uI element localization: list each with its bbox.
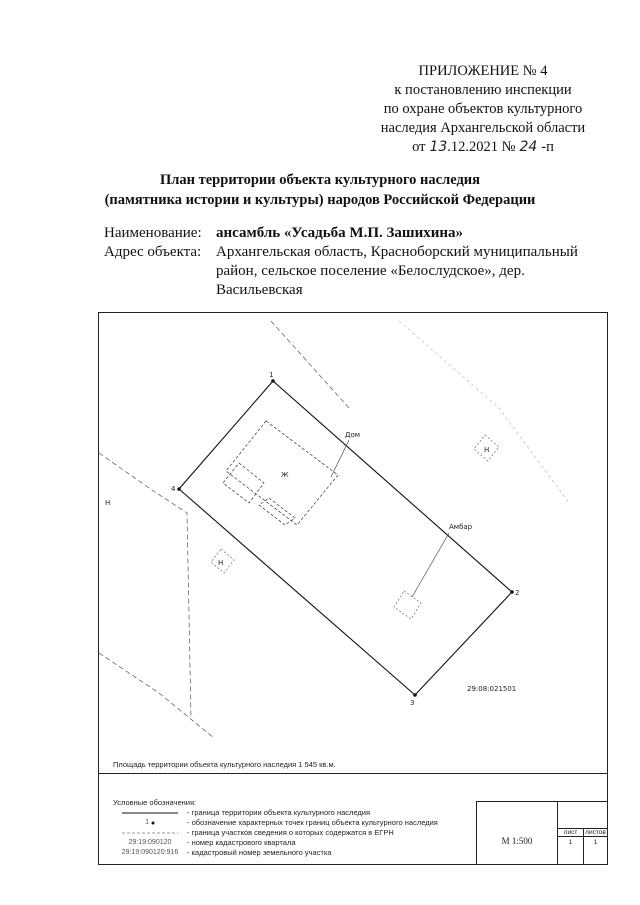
appendix-line-2: к постановлению инспекции bbox=[394, 82, 572, 98]
appendix-line-3: по охране объектов культурного bbox=[383, 101, 583, 117]
neighbor-parcel-boundary-lower bbox=[99, 653, 214, 738]
legend-item-egrn bbox=[113, 828, 493, 837]
point-label-3: 3 bbox=[410, 699, 415, 707]
map-scale: М 1:500 bbox=[501, 836, 533, 846]
legend-item-points bbox=[113, 818, 493, 827]
appendix-number: ПРИЛОЖЕНИЕ № 4 bbox=[418, 63, 548, 79]
residential-label: Ж bbox=[281, 471, 289, 479]
neighbor-parcel-boundary-top bbox=[271, 321, 349, 408]
nonresidential-label-left: Н bbox=[218, 559, 224, 567]
legend-block bbox=[98, 760, 608, 865]
name-value: ансамбль «Усадьба М.П. Зашихина» bbox=[216, 225, 464, 241]
name-label: Наименование: bbox=[104, 225, 202, 241]
legend-text-boundary: - граница территории объекта культурного наследия bbox=[187, 808, 371, 817]
cadastral-block-number: 29:08:021501 bbox=[467, 685, 517, 693]
territory-boundary bbox=[179, 381, 512, 695]
neighbor-parcel-boundary-right bbox=[399, 321, 569, 503]
site-plan-svg bbox=[99, 313, 607, 773]
name-row bbox=[104, 224, 586, 243]
address-value: Архангельская область, Красноборский муниципальный район, сельское поселение «Белослудское», дер. Васильевская bbox=[216, 244, 578, 298]
boundary-point-4 bbox=[177, 487, 181, 491]
territory-area: Площадь территории объекта культурного наследия 1 545 кв.м. bbox=[113, 760, 336, 769]
legend-text-egrn: - граница участков сведения о которых содержатся в ЕГРН bbox=[187, 828, 394, 837]
address-row bbox=[104, 243, 586, 300]
barn-leader-line bbox=[412, 533, 449, 597]
legend-item-parcel bbox=[113, 848, 493, 857]
date-day-handwritten: 13 bbox=[429, 139, 448, 155]
appendix-date-line bbox=[368, 138, 598, 157]
appendix-header bbox=[368, 62, 598, 157]
boundary-point-1 bbox=[271, 379, 275, 383]
legend-key-block: 29:19:090120 bbox=[128, 839, 172, 846]
legend-key-points: 1 bbox=[113, 819, 187, 826]
point-label-1: 1 bbox=[269, 371, 274, 379]
order-number-handwritten: 24 bbox=[519, 139, 538, 155]
legend-text-block: - номер кадастрового квартала bbox=[187, 838, 296, 847]
legend-item-boundary bbox=[113, 808, 493, 817]
appendix-line-4: наследия Архангельской области bbox=[380, 120, 586, 136]
order-suffix: -п bbox=[541, 139, 554, 155]
sheet-counter bbox=[557, 802, 608, 864]
boundary-point-3 bbox=[413, 693, 417, 697]
legend-key-parcel: 29:19:090120:916 bbox=[121, 849, 179, 856]
title-line-2: (памятника истории и культуры) народов Российской Федерации bbox=[104, 192, 536, 208]
barn-label: Амбар bbox=[449, 523, 473, 531]
house-extension-bottom bbox=[259, 498, 295, 525]
barn-outline bbox=[394, 591, 421, 619]
sheet-label: лист bbox=[563, 829, 578, 836]
house-label: Дом bbox=[345, 431, 361, 439]
neighbor-parcel-boundary bbox=[99, 453, 191, 718]
point-label-4: 4 bbox=[171, 485, 176, 493]
date-rest: .12.2021 № bbox=[447, 139, 516, 155]
legend-item-block bbox=[113, 838, 493, 847]
house-leader-line bbox=[331, 440, 349, 477]
house-extension-left bbox=[223, 463, 264, 503]
boundary-point-2 bbox=[510, 590, 514, 594]
site-plan-map bbox=[98, 312, 608, 774]
object-info bbox=[104, 224, 586, 300]
sheet-number: 1 bbox=[568, 839, 573, 846]
legend-title: Условные обозначения: bbox=[113, 798, 197, 807]
legend-text-parcel: - кадастровый номер земельного участка bbox=[187, 848, 332, 857]
address-label: Адрес объекта: bbox=[104, 244, 202, 260]
sheets-label: листов bbox=[585, 829, 606, 836]
legend-text-points: - обозначение характерных точек границ объекта культурного наследия bbox=[187, 818, 438, 827]
title-stamp bbox=[476, 801, 607, 864]
legend-key-egrn bbox=[113, 831, 187, 835]
document-title bbox=[0, 170, 640, 210]
nonresidential-label-right: Н bbox=[484, 446, 490, 454]
legend-key-boundary bbox=[113, 811, 187, 815]
point-label-2: 2 bbox=[515, 589, 520, 597]
sheets-total: 1 bbox=[593, 839, 598, 846]
date-prefix: от bbox=[412, 139, 426, 155]
nonresidential-label-edge: Н bbox=[105, 499, 111, 507]
title-line-1: План территории объекта культурного наследия bbox=[159, 172, 480, 188]
